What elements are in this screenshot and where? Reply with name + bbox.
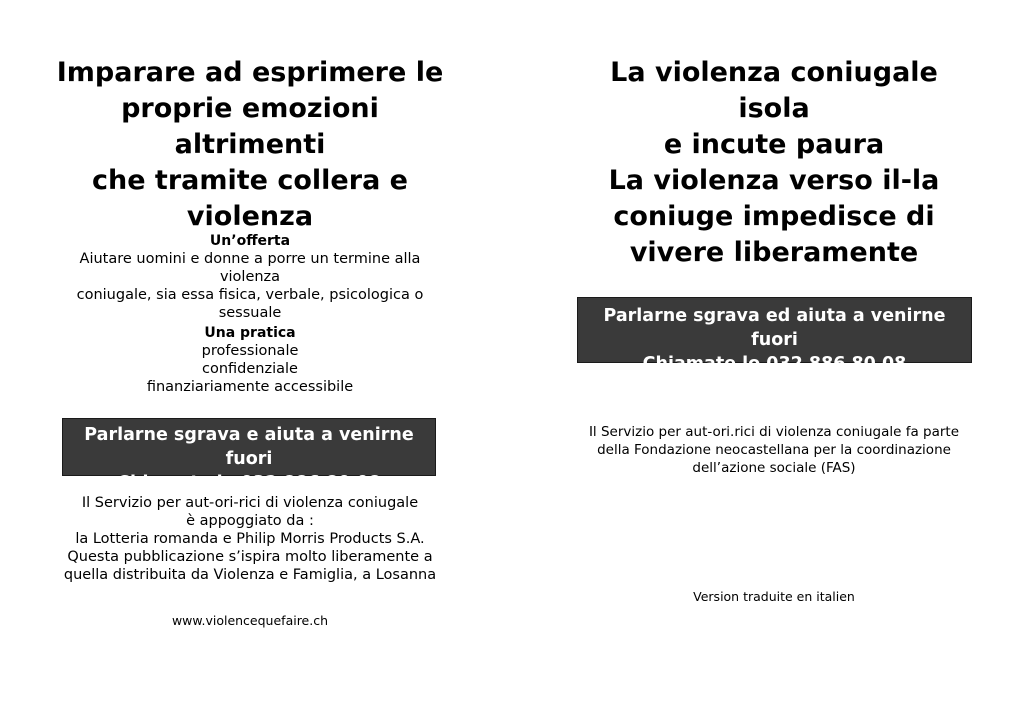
left-title-line: che tramite collera e <box>91 165 408 196</box>
right-title-freedom <box>572 163 976 271</box>
offer-section <box>50 232 450 322</box>
offer-line: coniugale, sia essa fisica, verbale, psicologica o <box>76 287 424 303</box>
support-line: Il Servizio per aut-ori-rici di violenza coniugale <box>81 495 419 511</box>
version-note: Version traduite en italien <box>693 589 855 604</box>
left-call-box <box>62 418 436 493</box>
website-link[interactable]: www.violencequefaire.ch <box>171 613 329 628</box>
right-call-box <box>577 297 972 374</box>
support-line: è appoggiato da : <box>186 513 314 529</box>
support-line: Questa pubblicazione s’ispira molto liberamente a <box>67 549 433 565</box>
practice-item: confidenziale <box>202 361 298 377</box>
left-call-box-line1: Parlarne sgrava e aiuta a venirne fuori <box>84 425 414 469</box>
fas-line: dell’azione sociale (FAS) <box>692 460 856 476</box>
offer-line: sessuale <box>218 305 282 321</box>
left-title <box>50 55 450 235</box>
support-line: la Lotteria romanda e Philip Morris Products S.A. <box>75 531 425 547</box>
right-call-box-phone: Chiamate lo 032 886 80 08 <box>642 354 907 374</box>
practice-heading: Una pratica <box>204 325 296 341</box>
left-title-line: Imparare ad esprimere le <box>56 57 444 88</box>
fas-line: della Fondazione neocastellana per la coordinazione <box>597 442 951 458</box>
practice-item: finanziariamente accessibile <box>146 379 354 395</box>
right-title-isolation <box>572 55 976 163</box>
practice-item: professionale <box>201 343 299 359</box>
right-title-line: e incute paura <box>663 129 885 160</box>
practice-section <box>50 324 450 396</box>
support-line: quella distribuita da Violenza e Famiglia, a Losanna <box>63 567 437 583</box>
fas-section <box>572 423 976 477</box>
left-title-line: violenza <box>186 201 314 232</box>
support-section <box>50 494 450 584</box>
fas-line: Il Servizio per aut-ori.rici di violenza coniugale fa parte <box>588 424 960 440</box>
right-title-line: La violenza coniugale isola <box>610 57 938 124</box>
left-title-line: proprie emozioni altrimenti <box>121 93 379 160</box>
right-title-line: vivere liberamente <box>629 237 919 268</box>
right-title-line: La violenza verso il-la <box>608 165 940 196</box>
right-call-box-line1: Parlarne sgrava ed aiuta a venirne fuori <box>603 306 946 350</box>
left-call-box-phone: Chiamate lo 032 886 80 08 <box>117 473 381 493</box>
offer-line: Aiutare uomini e donne a porre un termine alla violenza <box>79 251 421 285</box>
offer-heading: Un’offerta <box>209 233 291 249</box>
right-title-line: coniuge impedisce di <box>613 201 935 232</box>
